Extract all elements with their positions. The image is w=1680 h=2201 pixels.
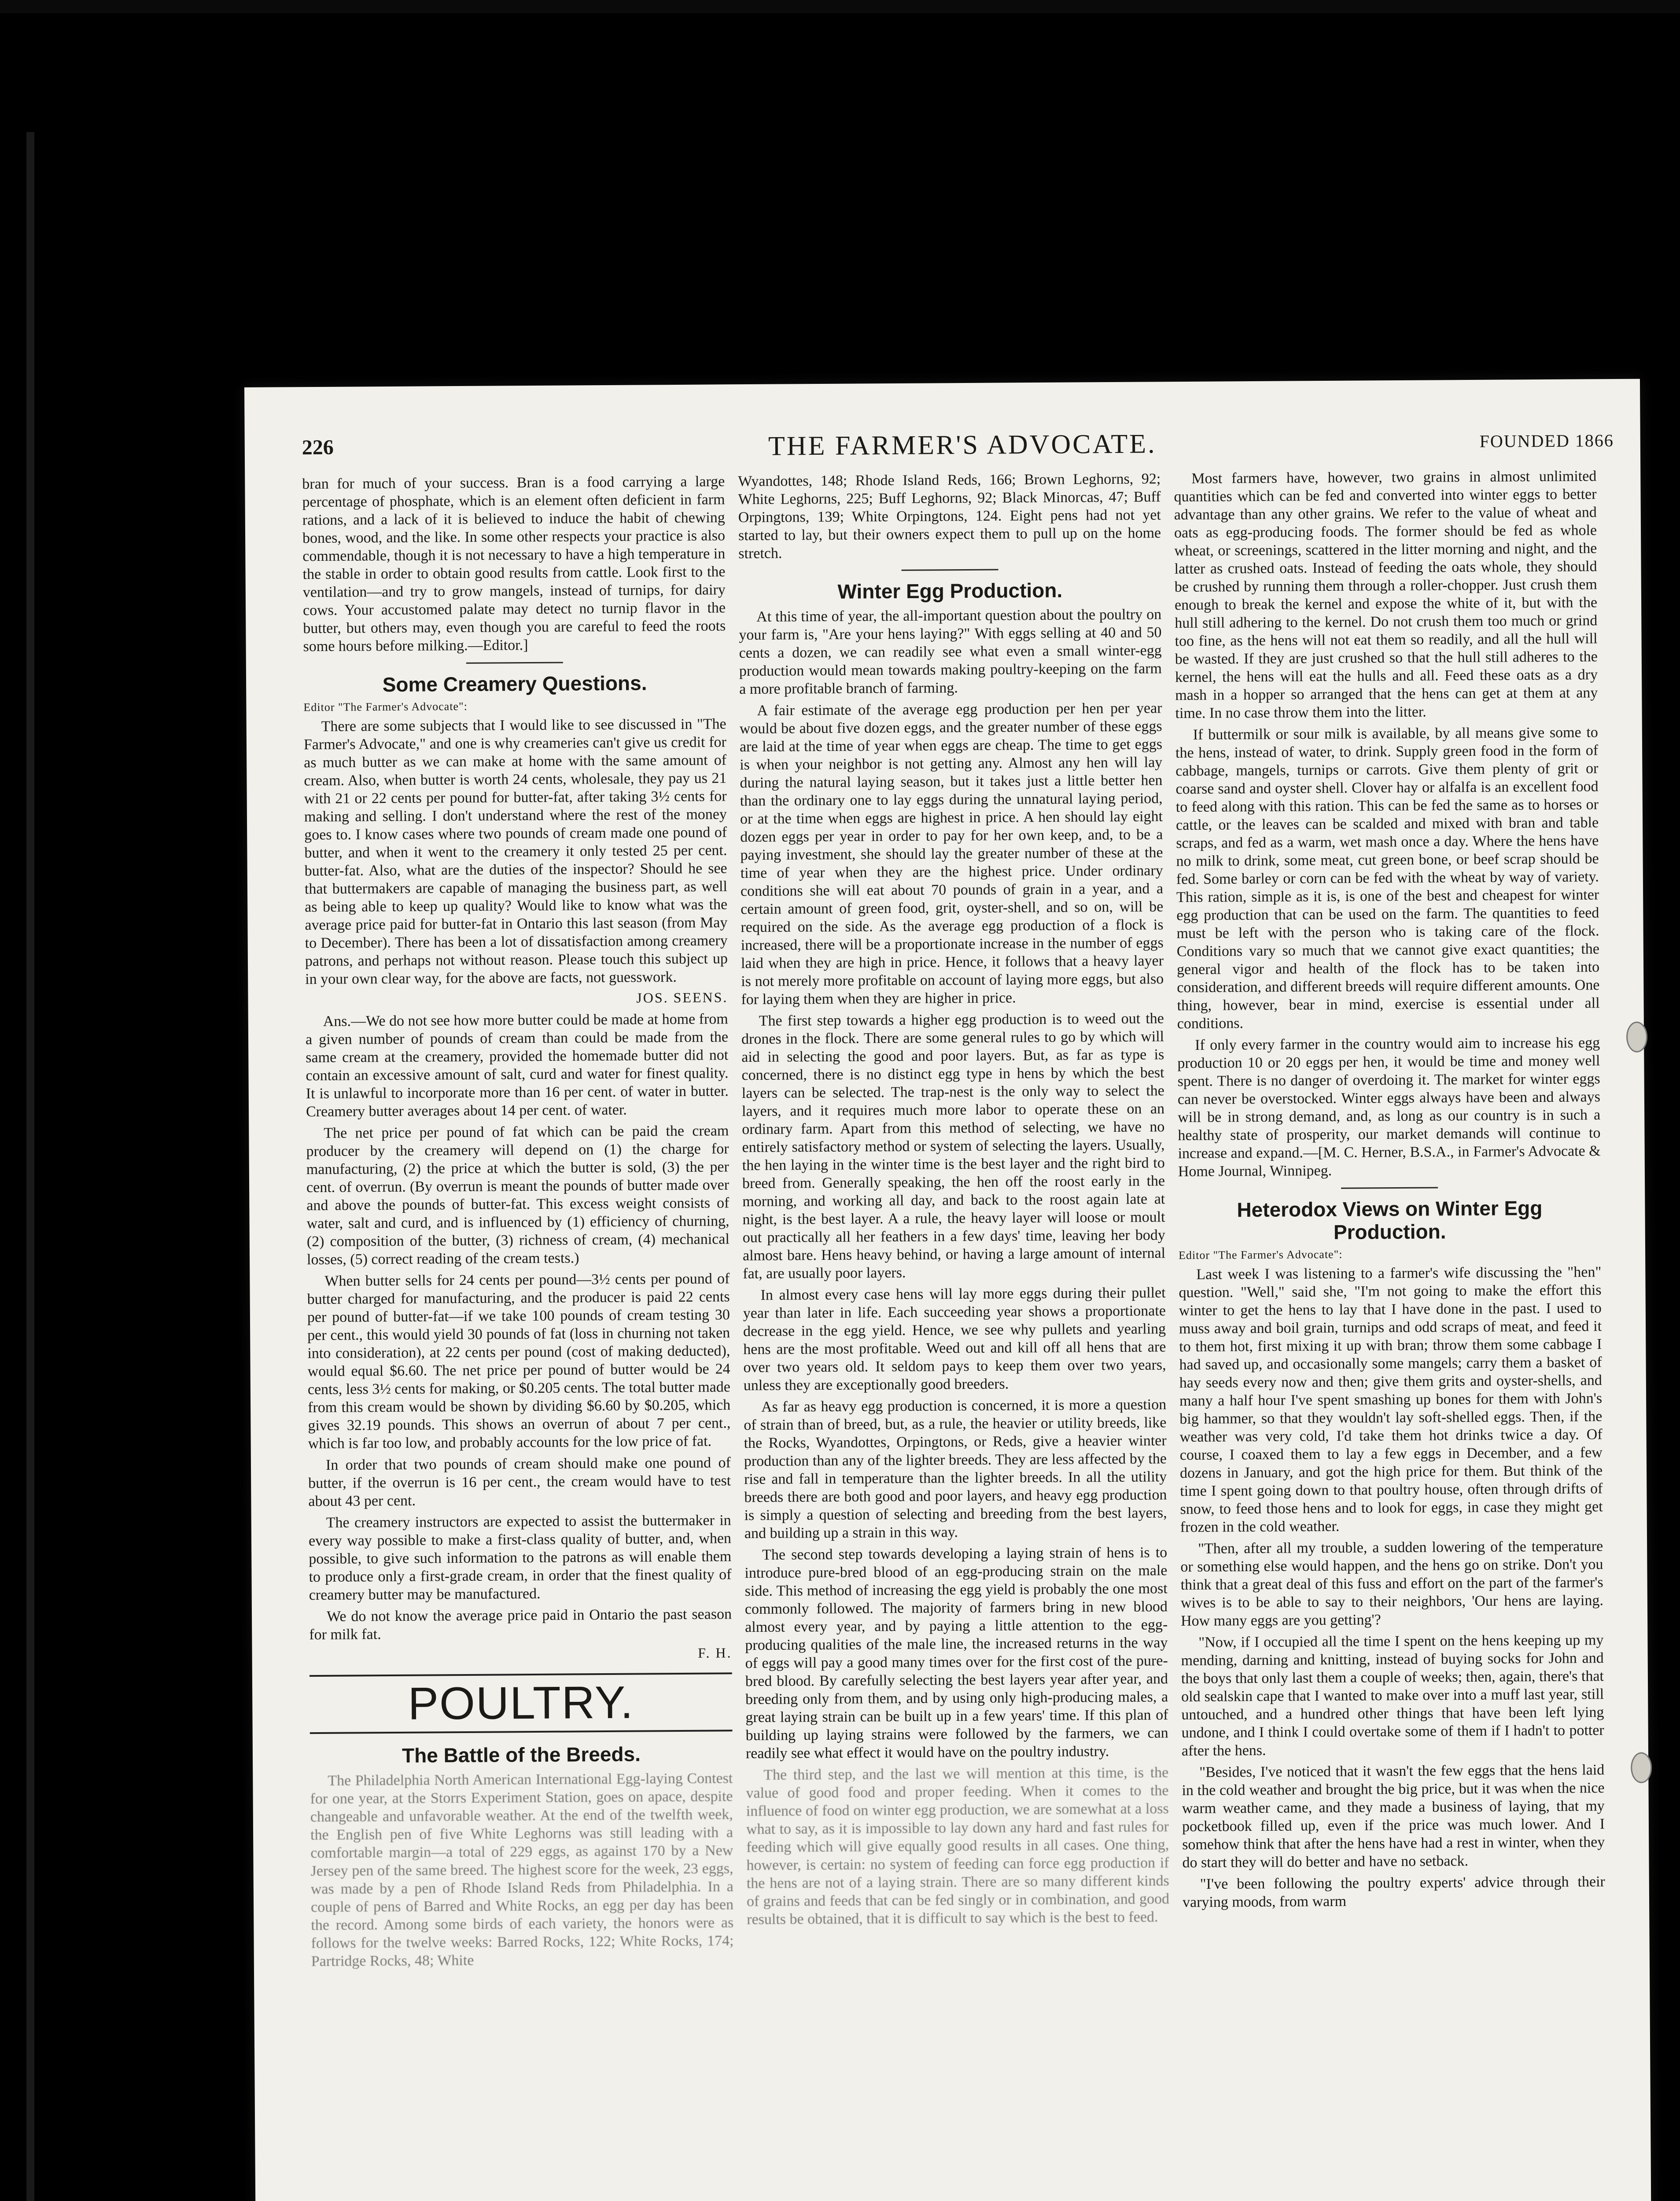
newspaper-page [244,379,1654,2201]
section-rule [1341,1187,1438,1189]
column-2 [738,470,1174,2201]
winter-egg-paragraph: If buttermilk or sour milk is available, by all means give some to the hens, instead of water, to drink. Supply green food in the form of cabbage, mangels, turnips or carrots. Give them plenty of grit or coarse sand and oyster shell. Clover hay or alfalfa is an excellent food to feed along with this ration. This can be fed the same as to horses or cattle, or the leaves can be scalded and mixed with bran and table scraps, and fed as a warm, wet mash once a day. Where the hens have no milk to drink, some meat, cut green bone, or beef scrap should be fed. Some barley or corn can be fed with the wheat by way of variety. This ration, simple as it is, is one of the best and cheapest for winter egg production that can be used on the farm. The quantities to feed must be left with the person who is taking care of the flock. Conditions vary so much that we cannot give exact quantities; the general vigor and health of the flock has to be taken into consideration, and different breeds will require different amounts. One thing, however, bear in mind, exercise is essential under all conditions. [1175,724,1600,1032]
creamery-signature: JOS. SEENS. [636,989,728,1006]
creamery-answer-5: The creamery instructors are expected to assist the buttermaker in every way possible to make a first-class quality of butter, and, when possible, to give such information to the patrons as will enable them to produce only a first-grade cream, in order that the finest quality of creamery butter may be manufactured. [308,1512,732,1604]
poultry-banner: POULTRY. [309,1672,733,1734]
section-rule [466,662,563,664]
answer-signature: F. H. [698,1645,732,1661]
creamery-answer-3: When butter sells for 24 cents per pound—3½ cents per pound of butter charged for manufacturing, and the producer is paid 22 cents per pound of butter-fat—if we take 100 pounds of cream testing 30 per cent., this would yield 30 pounds of fat (loss in churning not taken into consideration), at 22 cents per pound (cost of making deducted), would equal $6.60. The net price per pound of butter would be 24 cents, less 3½ cents for making, or $0.205 cents. The total butter made from this cream would be shown by dividing $6.60 by $0.205, which gives 32.19 pounds. This shows an overrun of about 7 per cent., which is far too low, and probably accounts for the low price of fat. [307,1270,731,1452]
heterodox-heading: Heterodox Views on Winter Egg Production. [1237,1196,1543,1244]
heterodox-paragraph: Last week I was listening to a farmer's wife discussing the "hen" question. "Well," said she, "I'm not going to make the effort this winter to get the hens to lay that I have done in the past. I used to muss away and boil grain, turnips and odd scraps of meat, and feed it to them hot, first mixing it up with bran; throw them some cabbage I had saved up, and occasionally some mangels; carry them a basket of hay seeds every now and then; give them grits and oyster-shells, and many a half hour I've spent smashing up bones for them with John's big hammer, so that they wouldn't lay soft-shelled eggs. Then, if the weather was very cold, I'd take them hot drinks twice a day. Of course, I coaxed them to lay a few eggs in December, and a few dozens in January, and got the high price for them. But think of the time I spent going down to that poultry house, often through drifts of snow, to feed those hens and to look for eggs, in case they might get frozen in the cold weather. [1179,1264,1603,1536]
section-rule [902,569,998,571]
heterodox-paragraph: "Besides, I've noticed that it wasn't the few eggs that the hens laid in the cold weather and brought the big price, but it was when the nice warm weather came, and they made a business of laying, that my pocketbook filled up, even if the price was much lower. And I somehow think that after the hens have had a rest in winter, when they do start they will do better and have no setback. [1182,1762,1605,1871]
heterodox-paragraph: "Then, after all my trouble, a sudden lowering of the temperature or something else would happen, and the hens go on strike. Don't you think that a great deal of this fuss and effort on the part of the farmer's wives is to be able to say to their neighbors, 'Our hens are laying. How many eggs are you getting'? [1180,1538,1604,1630]
creamery-answer-2: The net price per pound of fat which can be paid the cream producer by the creamery will depend on (1) the charge for manufacturing, (2) the price at which the butter is sold, (3) the per cent. of overrun. (By overrun is meant the pounds of butter made over and above the pounds of butter-fat. This excess weight consists of water, salt and curd, and is influenced by (1) efficiency of churning, (2) composition of the butter, (3) richness of cream, (4) mechanical losses, (5) correct reading of the cream tests.) [306,1123,729,1268]
winter-egg-paragraph: If only every farmer in the country would aim to increase his egg production 10 or 20 eggs per hen, it would be time and money well spent. There is no danger of overdoing it. The market for winter eggs can never be overstocked. Winter eggs always have been and always will be in strong demand, and, as long as our country is in such a healthy state of prosperity, our market demands will continue to increase and expand.—[M. C. Herner, B.S.A., in Farmer's Advocate & Home Journal, Winnipeg. [1177,1034,1601,1180]
heterodox-editor-line: Editor "The Farmer's Advocate": [1178,1248,1343,1262]
winter-egg-heading: Winter Egg Production. [837,578,1063,603]
heterodox-paragraph: "I've been following the poultry experts' advice through their varying moods, from warm [1182,1873,1605,1911]
creamery-answer-6: We do not know the average price paid in Ontario the past season for milk fat. [309,1606,732,1643]
punch-hole [1626,1022,1647,1053]
winter-egg-paragraph: At this time of year, the all-important question about the poultry on your farm is, "Are your hens laying?" With eggs selling at 40 and 50 cents a dozen, we can readily see what even a small winter-egg production would mean towards making poultry-keeping on the farm a more profitable branch of farming. [739,606,1162,698]
winter-egg-paragraph: Most farmers have, however, two grains in almost unlimited quantities which can be fed and converted into winter eggs to better advantage than any other grains. We refer to the value of wheat and oats as egg-producing foods. The former should be fed as whole wheat, or screenings, scattered in the litter morning and night, and the latter as crushed oats. Instead of feeding the oats whole, they should be crushed by running them through a roller-chopper. Just crush them enough to break the kernel and expose the white of it, but with the hull still adhering to the kernel. Do not crush them too much or grind too fine, as the hens will not eat them so readily, and all the hull will be wasted. If they are just crushed so that the hull still adheres to the kernel, the hens will eat the hulls and all. Feed these oats as a dry mash in a hopper so arranged that the hens can get at them at any time. In no case throw them into the litter. [1174,468,1598,722]
heterodox-paragraph: "Now, if I occupied all the time I spent on the hens keeping up my mending, darning and knitting, instead of buying socks for John and the boys that only last them a couple of weeks; then, again, there's that old sealskin cape that I wanted to make over into a muff last year, still untouched, and a hundred other things that have been left lying undone, and I think I could overtake some of them if I hadn't to potter after the hens. [1181,1632,1604,1759]
winter-egg-paragraph: In almost every case hens will lay more eggs during their pullet year than later in life. Each succeeding year shows a proportionate decrease in the egg yield. Hence, we see why pullets and yearling hens are the most profitable. Weed out and kill off all hens that are over two years old. It seldom pays to keep them over two years, unless they are exceptionally good breeders. [743,1285,1166,1394]
breeds-text: The Philadelphia North American International Egg-laying Contest for one year, at the Storrs Experiment Station, goes on apace, despite changeable and unfavorable weather. At the end of the twelfth week, the English pen of five White Leghorns was still leading with a comfortable margin—a total of 229 eggs, as against 170 by a New Jersey pen of the same breed. The highest score for the week, 23 eggs, was made by a pen of Rhode Island Reds from Philadelphia. In a couple of pens of Barred and White Rocks, an egg per day has been the record. Among some birds of each variety, the honors were as follows for the twelve weeks: Barred Rocks, 122; White Rocks, 174; Partridge Rocks, 48; White [310,1770,734,1970]
winter-egg-paragraph: The first step towards a higher egg production is to weed out the drones in the flock. There are some general rules to go by which will aid in selecting the good and poor layers. But, as far as type is concerned, there is no distinct egg type in hens by which the best layers can be selected. The trap-nest is the only way to select the layers, and it requires much more labor to operate these on an ordinary farm. Apart from this method of selecting, we have no entirely satisfactory method or system of selecting the layers. Usually, the hen laying in the winter time is the best layer and the right bird to breed from. Generally speaking, the hen off the roost early in the morning, and working all day, and back to the roost again late at night, is the best layer. A a rule, the heavy layer will loose or moult out practically all her feathers in a few days' time, leaving her body almost bare. Hens heavy behind, or having a large amount of internal fat, are usually poor layers. [741,1010,1166,1282]
paper-title: THE FARMER'S ADVOCATE. [768,429,1157,461]
creamery-answer-1: Ans.—We do not see how more butter could be made at home from a given number of pounds of cream than could be made from the same cream at the creamery, provided the homemade butter did not contain an excessive amount of salt, curd and water for finest quality. It is unlawful to incorporate more than 16 per cent. of water in butter. Creamery butter averages about 14 per cent. of water. [305,1011,729,1120]
creamery-letter: There are some subjects that I would like to see discussed in "The Farmer's Advocate," and one is why creameries can't give us credit for as much butter as we can make at home with the same amount of cream. Also, when butter is worth 24 cents, wholesale, they pay us 21 with 21 or 22 cents per pound for butter-fat, after taking 3½ cents for making and selling. I don't understand where the rest of the money goes to. I know cases where two pounds of cream made one pound of butter, and when it went to the creamery it only tested 25 per cent. butter-fat. Also, what are the duties of the inspector? Should he see that buttermakers are capable of managing the business part, as well as being able to keep up quality? Would like to know what was the average price paid for butter-fat in Ontario this last season (from May to December). There has been a lot of dissatisfaction among creamery patrons, and perhaps not without reason. Please touch this subject up in your own clear way, for the above are facts, not guesswork. [303,716,728,988]
film-edge [26,132,34,2201]
punch-hole [1631,1752,1652,1783]
breeds-heading: The Battle of the Breeds. [402,1742,641,1767]
film-top-strip [0,0,1680,13]
winter-egg-paragraph: A fair estimate of the average egg production per hen per year would be about five dozen eggs, and the greater number of these eggs are laid at the time of year when eggs are cheap. The time to get eggs is when your neighbor is not getting any. Almost any hen will lay during the natural laying season, but it takes just a little better hen than the ordinary one to lay eggs during the unnatural laying period, or at the time when eggs are highest in price. A hen should lay eight dozen eggs per year in order to pay for her own keep, and, to be a paying investment, she should lay the greater number of these at the time of year when they are the highest price. Under ordinary conditions she will eat about 70 pounds of grain in a year, and a certain amount of green food, grit, oyster-shell, and so on, will be required on the side. As the average egg production of a flock is increased, there will be a proportionate increase in the number of eggs laid when they are high in price. Hence, it follows that a heavy layer is not merely more profitable on account of laying more eggs, but also for laying them when they are higher in price. [739,700,1164,1008]
winter-egg-paragraph: The second step towards developing a laying strain of hens is to introduce pure-bred blood of an egg-producing strain on the male side. This method of increasing the egg yield is probably the one most commonly followed. The majority of farmers bring in new blood almost every year, and by paying a little attention to the egg-producing qualities of the male line, the increased returns in the way of eggs will pay a good many times over for the first cost of the pure-bred blood. By carefully selecting the best layers year after year, and breeding only from them, and by using only high-producing males, a great laying strain can be built up in a few years' time. If this plan of building up laying strains were followed by the farmers, we can readily see what effect it would have on the poultry industry. [744,1544,1168,1762]
creamery-heading: Some Creamery Questions. [382,671,647,696]
page-number: 226 [302,435,334,460]
column-2-intro: Wyandottes, 148; Rhode Island Reds, 166; Brown Leghorns, 92; White Leghorns, 225; Buff Leghorns, 92; Black Minorcas, 47; Buff Orpingtons, 139; White Orpingtons, 124. Eight pens had not yet started to lay, but their owners expect them to pull up on the home stretch. [738,471,1161,562]
page-header [302,427,1623,471]
column-1 [302,472,738,2201]
creamery-answer-4: In order that two pounds of cream should make one pound of butter, if the overrun is 16 per cent., the cream would have to test about 43 per cent. [308,1454,731,1510]
creamery-editor-line: Editor "The Farmer's Advocate": [303,699,468,714]
column-1-intro: bran for much of your success. Bran is a food carrying a large percentage of phosphate, which is an element often deficient in farm rations, and a lack of it is believed to induce the habit of chewing bones, wood, and the like. In some other respects your practice is also commendable, though it is not necessary to have a high temperature in the stable in order to obtain good results from cattle. Look first to the ventilation—and try to grow mangels, instead of turnips, for dairy cows. Your accustomed palate may detect no turnip flavor in the butter, but others may, even though you are careful to feed the roots some hours before milking.—Editor.] [302,473,726,655]
winter-egg-paragraph: The third step, and the last we will mention at this time, is the value of good food and proper feeding. When it comes to the influence of food on winter egg production, we are somewhat at a loss what to say, as it is impossible to lay down any hard and fast rules for feeding which will give equally good results in all cases. One thing, however, is certain: no system of feeding can force egg production if the hens are not of a laying strain. There are so many different kinds of grains and feeds that can be fed singly or in combination, and good results be obtained, that it is difficult to say which is the best to feed. [746,1764,1170,1928]
founded-label: FOUNDED 1866 [1479,431,1614,451]
winter-egg-paragraph: As far as heavy egg production is concerned, it is more a question of strain than of breed, but, as a rule, the heavier or utility breeds, like the Rocks, Wyandottes, Orpingtons, or Reds, give a heavier winter production than any of the lighter breeds. They are less affected by the rise and fall in temperature than the lighter breeds. In all the utility breeds there are both good and poor layers, and heavy egg production is simply a question of selecting and breeding from the best layers, and building up a strain in this way. [744,1396,1167,1542]
column-3 [1174,467,1610,2201]
